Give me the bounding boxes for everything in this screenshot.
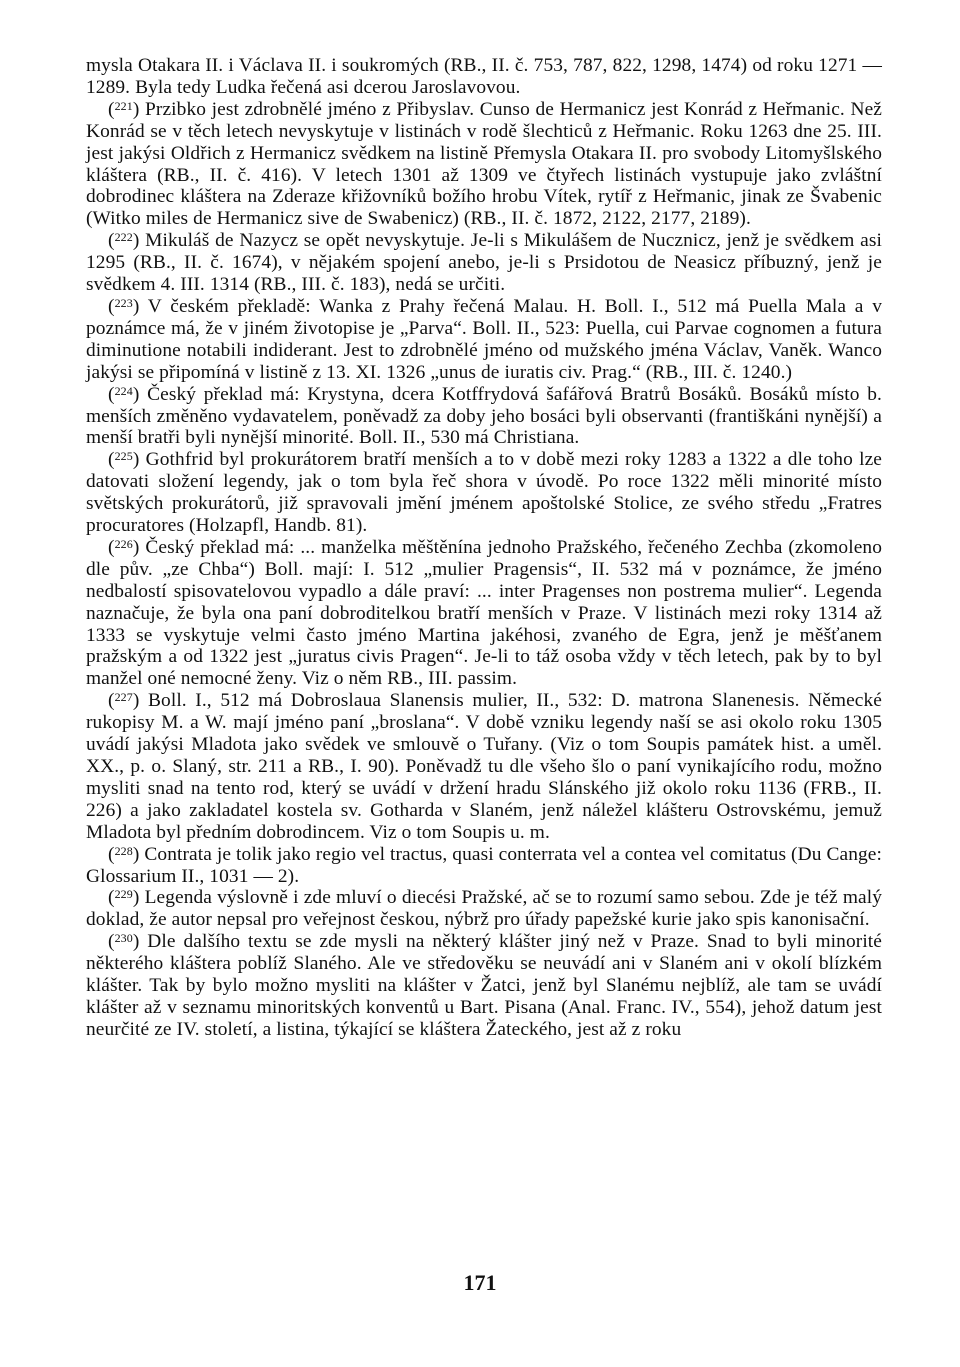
footnote-number: 222 — [114, 230, 133, 245]
page-number: 171 — [463, 1270, 497, 1295]
footnote-paragraph: ($^{225}$) Gothfrid byl prokurátorem bratří menších a to v době mezi roky 1283 a 1322 a dle toho lze datovati složení legendy, jak o tom byla řeč shora v úvodě. Po roce 1322 měli minorité místo světských prokurátorů, již spravovali jmění jménem apoštolské Stolice, ze svého středu „Fratres procuratores (Holzapfl, Handb. 81). — [86, 449, 882, 537]
footnote-text: Boll. I., 512 má Dobroslaua Slanensis mulier, II., 532: D. matrona Slanenesis. Německé rukopisy M. a W. mají jméno paní „broslana“. V době vzniku legendy naší se asi okolo roku 1305 uvádí jakýsi Mladota jako svědek ve smlouvě o Tuřany. (Viz o tom Soupis památek hist. a uměl. XX., p. o. Slaný, str. 211 a RB., I. 90). Poněvadž tu dle všeho šlo o paní vynikajícího rodu, možno mysliti snad na tento rod, který se uvádí v držení hradu Slánského již okolo roku 1136 (FRB., II. 226) a jako zakladatel kostela sv. Gotharda v Slaném, jenž náležel klášteru Ostrovskému, jemuž Mladota byl předním dobrodincem. Viz o tom Soupis u. m. — [86, 690, 882, 843]
footnote-paragraph: ($^{223}$) V českém překladě: Wanka z Prahy řečená Malau. H. Boll. I., 512 má Puella Mala a v poznámce má, že v jiném životopise je „Parva“. Boll. II., 523: Puella, cui Parvae cognomen a futura diminutione notabili indiderant. Jest to zdrobnělé jméno od mužského jména Václav, Vaněk. Wanco jakýsi se připomíná v listině z 13. XI. 1326 „unus de iuratis civ. Prag.“ (RB., III. č. 1240.) — [86, 295, 882, 383]
footnote-text: Gothfrid byl prokurátorem bratří menších a to v době mezi roky 1283 a 1322 a dle toho lze datovati složení legendy, jak o tom byla řeč shora v úvodě. Po roce 1322 měli minorité místo světských prokurátorů, již spravovali jmění jménem apoštolské Stolice, ze svého středu „Fratres procuratores (Holzapfl, Handb. 81). — [86, 449, 882, 537]
footnote-number: 229 — [114, 887, 133, 902]
footnote-number: 227 — [114, 690, 133, 705]
footnote-text: Dle dalšího textu se zde mysli na některý klášter jiný než v Praze. Snad to byli minorité některého kláštera poblíž Slaného. Ale ve středověku se neuvádí ani v Slaném ani v okolí blízkém klášter. Tak by bylo možno mysliti na klášter v Žatci, jenž byl Slanému nejblíž, ale tam se uvádí klášter až v seznamu minoritských konventů u Bart. Pisana (Anal. Franc. IV., 554), jehož datum jest neurčité ze IV. století, a listina, týkající se kláštera Žateckého, jest až z roku — [86, 931, 882, 1040]
footnote-paragraph: ($^{221}$) Przibko jest zdrobnělé jméno z Přibyslav. Cunso de Hermanicz jest Konrád z Heřmanic. Než Konrád se v těch letech nevyskytuje v listinách v rodě šlechticů z Heřmanic. Roku 1263 dne 25. III. jest jakýsi Oldřich z Hermanicz svědkem na listině Přemysla Otakara II. pro svobody Litomyšlského kláštera (RB., II. č. 416). V letech 1301 až 1309 ve čtyřech listinách vystupuje jako zvláštní dobrodinec kláštera na Zderaze křižovníků božího hrobu Vítek, rytíř z Heřmanic, jinak ze Švabenic (Witko miles de Hermanicz sive de Swabenicz) (RB., II. č. 1872, 2122, 2177, 2189). — [86, 98, 882, 230]
footnote-paragraph: ($^{228}$) Contrata je tolik jako regio vel tractus, quasi conterrata vel a contea vel comitatus (Du Cange: Glossarium II., 1031 — 2). — [86, 843, 882, 887]
footnote-paragraph: ($^{224}$) Český překlad má: Krystyna, dcera Kotffrydová šafářová Bratrů Bosáků. Bosáků místo b. menších změněno vydavatelem, poněvadž za doby jeho bosáci byli observanti (františkáni nynější) a menší bratři byli nynější minorité. Boll. II., 530 má Christiana. — [86, 383, 882, 449]
footnote-number: 228 — [114, 843, 133, 858]
footnote-number: 225 — [114, 449, 133, 464]
footnote-text: Český překlad má: Krystyna, dcera Kotffrydová šafářová Bratrů Bosáků. Bosáků místo b. menších změněno vydavatelem, poněvadž za doby jeho bosáci byli observanti (františkáni nynější) a menší bratři byli nynější minorité. Boll. II., 530 má Christiana. — [86, 383, 882, 449]
footnote-number: 223 — [114, 295, 133, 310]
footnote-number: 226 — [114, 536, 133, 551]
footnote-paragraph: ($^{226}$) Český překlad má: ... manželka měštěnína jednoho Pražského, řečeného Zechba (zkomoleno dle pův. „ze Chba“) Boll. mají: I. 512 „mulier Pragensis“, II. 532 má v poznámce, že jméno nedbalostí spisovatelovou vypadlo a dále praví: ... inter Pragenses non postrema mulier“. Legenda naznačuje, že byla ona paní dobroditelkou bratří menších v Praze. V listinách mezi roky 1314 až 1333 se vyskytuje velmi často jméno Martina jakéhosi, zvaného de Egra, jenž je měšťanem pražským a od 1322 jest „juratus civis Pragen“. Je-li to táž osoba vždy v těch letech, pak by to byl manžel oné nemocné ženy. Viz o něm RB., III. passim. — [86, 536, 882, 690]
footnote-paragraph: ($^{229}$) Legenda výslovně i zde mluví o diecési Pražské, ač se to rozumí samo sebou. Zde je též malý doklad, že autor nepsal pro veřejnost českou, nýbrž pro úřady papežské kurie jako spis kanonisační. — [86, 887, 882, 931]
footnotes-list — [86, 99, 882, 1041]
footnote-paragraph: ($^{222}$) Mikuláš de Nazycz se opět nevyskytuje. Je-li s Mikulášem de Nucznicz, jenž je svědkem asi 1295 (RB., II. č. 1674), v nějakém spojení anebo, je-li s Prsidotou de Neasicz příbuzný, jenž je svědkem 4. III. 1314 (RB., III. č. 183), nedá se určiti. — [86, 230, 882, 296]
continuation-paragraph: mysla Otakara II. i Václava II. i soukromých (RB., II. č. 753, 787, 822, 1298, 1474) od roku 1271 — 1289. Byla tedy Ludka řečená asi dcerou Jaroslavovou. — [86, 55, 882, 98]
page-body — [86, 55, 882, 1041]
footnote-text: V českém překladě: Wanka z Prahy řečená Malau. H. Boll. I., 512 má Puella Mala a v poznámce má, že v jiném životopise je „Parva“. Boll. II., 523: Puella, cui Parvae cognomen a futura diminutione notabili indiderant. Jest to zdrobnělé jméno od mužského jména Václav, Vaněk. Wanco jakýsi se připomíná v listině z 13. XI. 1326 „unus de iuratis civ. Prag.“ (RB., III. č. 1240.) — [86, 295, 882, 383]
footnote-number: 224 — [114, 383, 133, 398]
footnote-text: Przibko jest zdrobnělé jméno z Přibyslav. Cunso de Hermanicz jest Konrád z Heřmanic. Než Konrád se v těch letech nevyskytuje v listinách v rodě šlechticů z Heřmanic. Roku 1263 dne 25. III. jest jakýsi Oldřich z Hermanicz svědkem na listině Přemysla Otakara II. pro svobody Litomyšlského kláštera (RB., II. č. 416). V letech 1301 až 1309 ve čtyřech listinách vystupuje jako zvláštní dobrodinec kláštera na Zderaze křižovníků božího hrobu Vítek, rytíř z Heřmanic, jinak ze Švabenic (Witko miles de Hermanicz sive de Swabenicz) (RB., II. č. 1872, 2122, 2177, 2189). — [86, 98, 882, 230]
footnote-number: 221 — [114, 98, 133, 113]
footnote-text: Mikuláš de Nazycz se opět nevyskytuje. Je-li s Mikulášem de Nucznicz, jenž je svědkem asi 1295 (RB., II. č. 1674), v nějakém spojení anebo, je-li s Prsidotou de Neasicz příbuzný, jenž je svědkem 4. III. 1314 (RB., III. č. 183), nedá se určiti. — [86, 230, 882, 296]
footnote-text: Legenda výslovně i zde mluví o diecési Pražské, ač se to rozumí samo sebou. Zde je též malý doklad, že autor nepsal pro veřejnost českou, nýbrž pro úřady papežské kurie jako spis kanonisační. — [86, 887, 882, 931]
footnote-text: Contrata je tolik jako regio vel tractus, quasi conterrata vel a contea vel comitatus (Du Cange: Glossarium II., 1031 — 2). — [86, 843, 882, 887]
footnote-number: 230 — [114, 931, 133, 946]
footnote-text: Český překlad má: ... manželka měštěnína jednoho Pražského, řečeného Zechba (zkomoleno dle pův. „ze Chba“) Boll. mají: I. 512 „mulier Pragensis“, II. 532 má v poznámce, že jméno nedbalostí spisovatelovou vypadlo a dále praví: ... inter Pragenses non postrema mulier“. Legenda naznačuje, že byla ona paní dobroditelkou bratří menších v Praze. V listinách mezi roky 1314 až 1333 se vyskytuje velmi často jméno Martina jakéhosi, zvaného de Egra, jenž je měšťanem pražským a od 1322 jest „juratus civis Pragen“. Je-li to táž osoba vždy v těch letech, pak by to byl manžel oné nemocné ženy. Viz o něm RB., III. passim. — [86, 536, 882, 690]
footnote-paragraph: ($^{227}$) Boll. I., 512 má Dobroslaua Slanensis mulier, II., 532: D. matrona Slanenesis. Německé rukopisy M. a W. mají jméno paní „broslana“. V době vzniku legendy naší se asi okolo roku 1305 uvádí jakýsi Mladota jako svědek ve smlouvě o Tuřany. (Viz o tom Soupis památek hist. a uměl. XX., p. o. Slaný, str. 211 a RB., I. 90). Poněvadž tu dle všeho šlo o paní vynikajícího rodu, možno mysliti snad na tento rod, který se uvádí v držení hradu Slánského již okolo roku 1136 (FRB., II. 226) a jako zakladatel kostela sv. Gotharda v Slaném, jenž náležel klášteru Ostrovskému, jemuž Mladota byl předním dobrodincem. Viz o tom Soupis u. m. — [86, 690, 882, 843]
footnote-paragraph: ($^{230}$) Dle dalšího textu se zde mysli na některý klášter jiný než v Praze. Snad to byli minorité některého kláštera poblíž Slaného. Ale ve středověku se neuvádí ani v Slaném ani v okolí blízkém klášter. Tak by bylo možno mysliti na klášter v Žatci, jenž byl Slanému nejblíž, ale tam se uvádí klášter až v seznamu minoritských konventů u Bart. Pisana (Anal. Franc. IV., 554), jehož datum jest neurčité ze IV. století, a listina, týkající se kláštera Žateckého, jest až z roku — [86, 931, 882, 1040]
